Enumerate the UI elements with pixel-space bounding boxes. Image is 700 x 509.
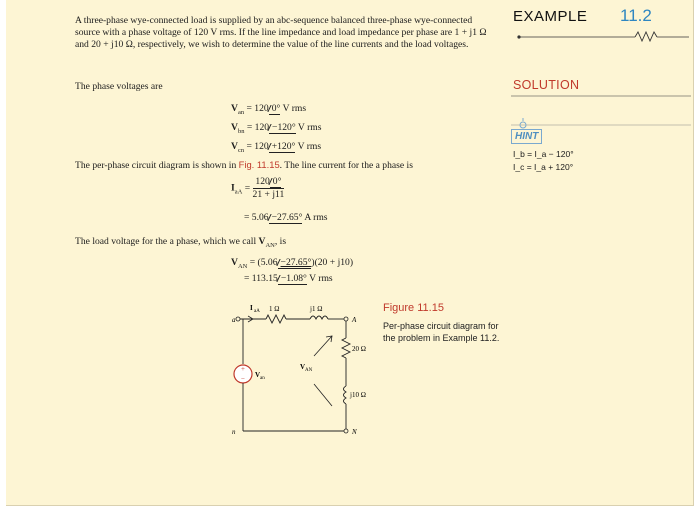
node-a-terminal <box>236 317 240 321</box>
equation-vAN: $V_{AN} = (5.06 -27.65^\circ)(20 + j10)$ <box>231 257 354 270</box>
svg-text:20 Ω: 20 Ω <box>352 345 366 353</box>
problem-statement: A three-phase wye-connected load is supplied by an abc-sequence balanced three-phase wye-connected source with a phase voltage of 120 V rms. If the line impedance and load impedance per phase are 1 + j1 Ω and 20 + j10 Ω, respectively, we wish to determine the value of the line currents and the load voltages. <box>75 15 487 51</box>
equation-vAN-result: = 113.15 −1.08° V rms <box>244 273 333 284</box>
load-inductor <box>344 386 347 404</box>
figure-title: Figure 11.15 <box>383 302 444 314</box>
hint-badge: HINT <box>511 129 542 144</box>
svg-text:+: + <box>241 365 245 373</box>
figure-reference-link[interactable]: Fig. 11.15 <box>238 159 280 170</box>
node-N-terminal <box>344 429 348 433</box>
load-resistor <box>342 338 350 358</box>
svg-text:j1 Ω: j1 Ω <box>310 305 323 313</box>
svg-text:N: N <box>352 428 357 436</box>
equation-van: $V_{an} = 120$ 0° V rms <box>231 103 307 116</box>
svg-text:a: a <box>232 316 236 324</box>
vAN-arrow-down <box>314 384 332 406</box>
svg-text:an: an <box>260 376 265 381</box>
equation-iaA-result: = 5.06 −27.65° A rms <box>244 212 328 223</box>
perphase-sentence: The per-phase circuit diagram is shown in Fig. 11.15. The line current for the a phase is <box>75 159 413 171</box>
svg-text:I: I <box>250 304 253 312</box>
circuit-diagram <box>226 300 376 440</box>
svg-text:V: V <box>255 371 261 379</box>
hint-line-1: I_b = I_a − 120° <box>513 149 574 159</box>
svg-text:aA: aA <box>254 309 260 314</box>
example-label: EXAMPLE <box>513 8 588 25</box>
line-resistor <box>266 315 286 323</box>
svg-text:1 Ω: 1 Ω <box>269 305 280 313</box>
equation-vbn: $V_{bn} = 120 -120^\circ$ V rms <box>231 122 322 135</box>
current-fraction: $\frac{120 0^\circ}{21 + j11}$ <box>252 176 285 200</box>
svg-text:V: V <box>300 363 306 371</box>
equation-iaA: $I_{aA}$ = $\frac{120 0^\circ}{21 + j11}$ <box>231 176 285 200</box>
load-voltage-sentence: The load voltage for the a phase, which we call $V_{AN}$, is <box>75 236 287 249</box>
equation-vcn: $V_{cn} = 120 +120^\circ$ V rms <box>231 141 322 154</box>
svg-text:−: − <box>241 375 245 383</box>
node-A-terminal <box>344 317 348 321</box>
svg-text:n: n <box>232 428 236 436</box>
figure-caption: Per-phase circuit diagram for the problem in Example 11.2. <box>383 321 500 343</box>
example-number: 11.2 <box>620 6 652 25</box>
solution-label: SOLUTION <box>513 78 580 92</box>
vAN-arrow-up <box>314 336 332 356</box>
svg-text:AN: AN <box>305 368 313 373</box>
example-rule <box>511 28 691 44</box>
svg-text:j10 Ω: j10 Ω <box>350 391 366 399</box>
hint-line-2: I_c = I_a + 120° <box>513 162 574 172</box>
svg-text:A: A <box>352 316 357 324</box>
line-inductor <box>310 316 328 319</box>
hint-rule <box>511 116 691 130</box>
phase-voltages-intro: The phase voltages are <box>75 81 163 92</box>
solution-rule <box>511 94 691 98</box>
textbook-page <box>6 0 694 506</box>
